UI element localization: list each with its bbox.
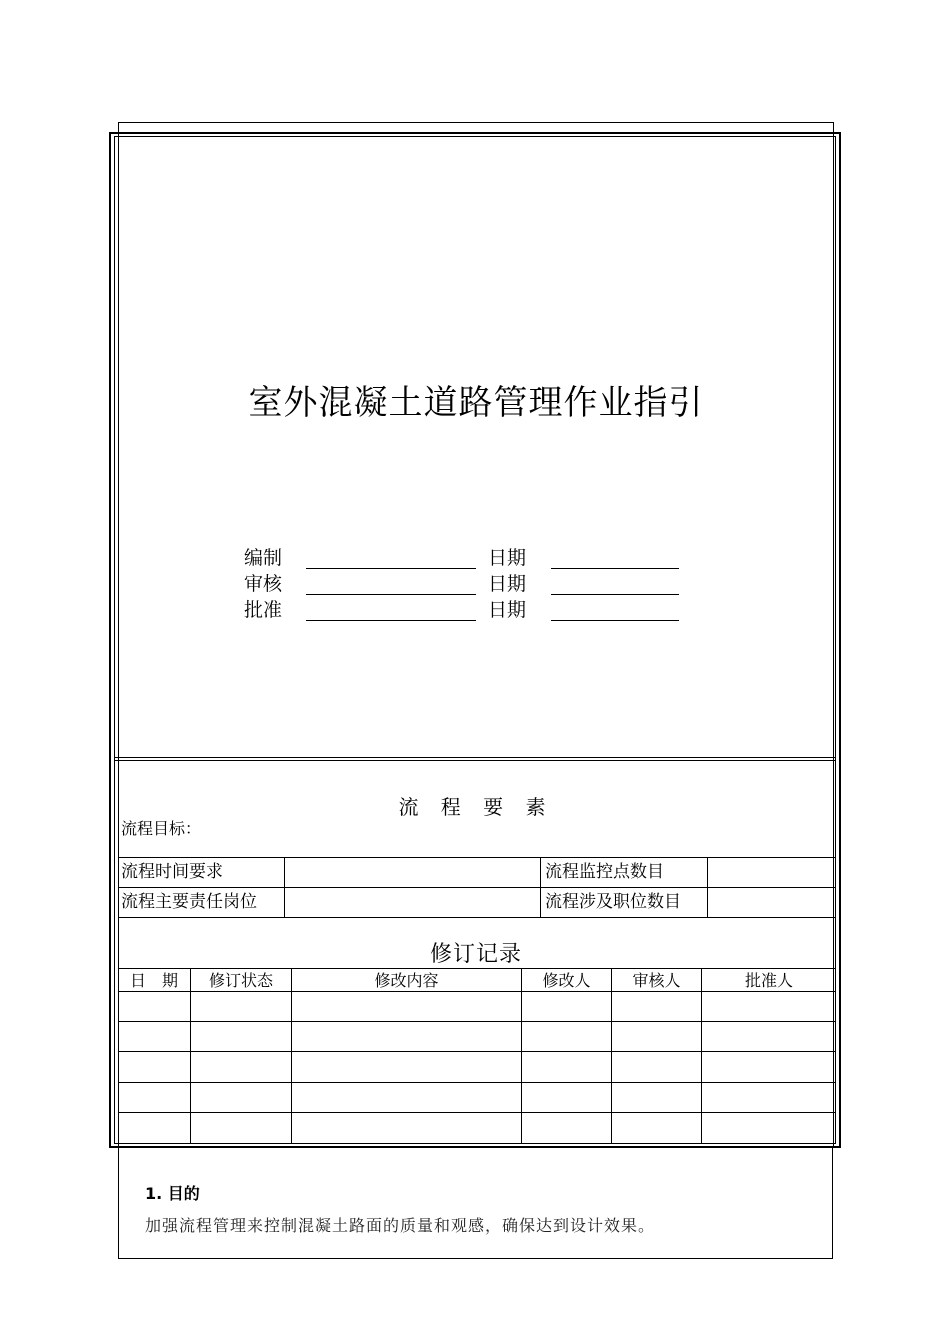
process-positions-label: 流程涉及职位数目 bbox=[545, 892, 681, 912]
process-heading: 流 程 要 素 bbox=[398, 795, 554, 819]
process-positions-value[interactable] bbox=[712, 890, 832, 914]
section-divider bbox=[114, 757, 836, 758]
column-header-modifier: 修改人 bbox=[542, 971, 591, 990]
column-header-date: 日 期 bbox=[129, 971, 178, 990]
date-line[interactable] bbox=[551, 620, 679, 621]
table-row[interactable] bbox=[118, 1083, 836, 1112]
signature-label: 编制 bbox=[244, 547, 283, 569]
revision-heading: 修订记录 bbox=[429, 942, 522, 967]
section-divider bbox=[114, 760, 836, 761]
signature-label: 审核 bbox=[244, 573, 283, 595]
section-body: 加强流程管理来控制混凝土路面的质量和观感，确保达到设计效果。 bbox=[145, 1216, 656, 1235]
process-goal-label: 流程目标： bbox=[121, 819, 202, 838]
document-title: 室外混凝土道路管理作业指引 bbox=[248, 383, 704, 423]
table-row[interactable] bbox=[118, 992, 836, 1021]
process-owner-label: 流程主要责任岗位 bbox=[121, 892, 257, 912]
column-header-reviewer: 审核人 bbox=[632, 971, 681, 990]
process-time-label: 流程时间要求 bbox=[121, 862, 223, 882]
column-header-status: 修订状态 bbox=[208, 971, 273, 990]
table-row[interactable] bbox=[118, 1113, 836, 1143]
signature-line[interactable] bbox=[306, 620, 476, 621]
process-monitor-label: 流程监控点数目 bbox=[545, 862, 664, 882]
process-time-value[interactable] bbox=[290, 860, 535, 884]
process-owner-value[interactable] bbox=[290, 890, 535, 914]
date-label: 日期 bbox=[488, 547, 527, 569]
column-header-approver: 批准人 bbox=[744, 971, 793, 990]
section-heading: 1. 目的 bbox=[145, 1184, 200, 1203]
signature-line[interactable] bbox=[306, 594, 476, 595]
table-row[interactable] bbox=[118, 1022, 836, 1051]
signature-label: 批准 bbox=[244, 599, 283, 621]
section1-frame bbox=[118, 1146, 833, 1259]
column-header-content: 修改内容 bbox=[374, 971, 439, 990]
table-row[interactable] bbox=[118, 1052, 836, 1082]
date-label: 日期 bbox=[488, 573, 527, 595]
date-line[interactable] bbox=[551, 568, 679, 569]
process-monitor-value[interactable] bbox=[712, 860, 832, 884]
date-label: 日期 bbox=[488, 599, 527, 621]
date-line[interactable] bbox=[551, 594, 679, 595]
signature-line[interactable] bbox=[306, 568, 476, 569]
